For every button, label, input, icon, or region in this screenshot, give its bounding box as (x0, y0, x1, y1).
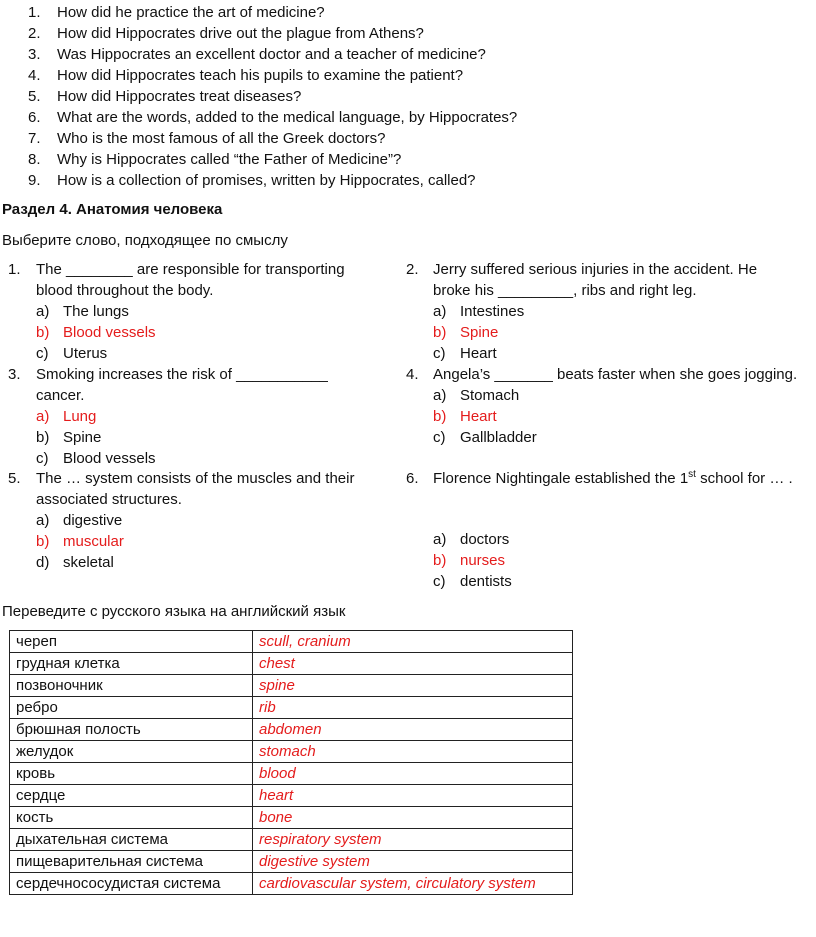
question-number: 6. (28, 109, 41, 126)
item-prompt-post: school for … . (695, 470, 793, 487)
question-text: How did Hippocrates drive out the plague from Athens? (57, 25, 424, 42)
russian-term: желудок (10, 741, 253, 763)
option-letter: b) (36, 429, 50, 446)
english-term: heart (253, 785, 573, 807)
item-prompt-line-2: blood throughout the body. (36, 282, 214, 299)
option-text: Intestines (460, 303, 525, 320)
russian-term: сердце (10, 785, 253, 807)
option-text: digestive (63, 512, 123, 529)
option-text: Blood vessels (63, 450, 156, 467)
table-row (10, 675, 573, 697)
option-letter: c) (36, 345, 49, 362)
question-1 (28, 2, 41, 23)
question-text: How did Hippocrates teach his pupils to examine the patient? (57, 67, 464, 84)
option-text: skeletal (63, 554, 114, 571)
option-letter-correct: b) (433, 324, 447, 341)
option-letter: a) (36, 512, 50, 529)
instruction-choose: Выберите слово, подходящее по смыслу (2, 232, 288, 249)
item-prompt-line-2: broke his _________, ribs and right leg. (433, 282, 697, 299)
item-number: 5. (8, 470, 21, 487)
item-prompt-line-1: Jerry suffered serious injuries in the accident. He (433, 261, 758, 278)
table-row (10, 851, 573, 873)
table-row (10, 807, 573, 829)
option-text: The lungs (63, 303, 129, 320)
russian-term: грудная клетка (10, 653, 253, 675)
table-row (10, 653, 573, 675)
item-prompt-line-1: The ________ are responsible for transporting (36, 261, 345, 278)
russian-term: кровь (10, 763, 253, 785)
table-row (10, 873, 573, 895)
option-letter-correct: b) (433, 408, 447, 425)
table-row (10, 697, 573, 719)
table-row (10, 829, 573, 851)
option-text-correct: muscular (63, 533, 124, 550)
option-letter: a) (433, 531, 447, 548)
option-letter-correct: b) (36, 324, 50, 341)
table-row (10, 719, 573, 741)
russian-term: сердечнососудистая система (10, 873, 253, 895)
question-text: Was Hippocrates an excellent doctor and a teacher of medicine? (57, 46, 486, 63)
table-row (10, 631, 573, 653)
option-text: Gallbladder (460, 429, 537, 446)
question-number: 8. (28, 151, 41, 168)
english-term: respiratory system (253, 829, 573, 851)
option-text-correct: Spine (460, 324, 499, 341)
item-prompt-line-1: Smoking increases the risk of ___________ (36, 366, 328, 383)
item-number: 4. (406, 366, 419, 383)
instruction-translate: Переведите с русского языка на английский язык (2, 603, 346, 620)
option-letter: a) (433, 303, 447, 320)
option-letter: c) (433, 345, 446, 362)
item-prompt-line-1: The … system consists of the muscles and their (36, 470, 355, 487)
english-term: scull, cranium (253, 631, 573, 653)
russian-term: ребро (10, 697, 253, 719)
table-row (10, 785, 573, 807)
item-number: 2. (406, 261, 419, 278)
russian-term: дыхательная система (10, 829, 253, 851)
option-letter-correct: b) (433, 552, 447, 569)
option-text: Stomach (460, 387, 520, 404)
question-number: 5. (28, 88, 41, 105)
option-text: dentists (460, 573, 512, 590)
english-term: blood (253, 763, 573, 785)
option-text: doctors (460, 531, 510, 548)
option-letter: a) (433, 387, 447, 404)
option-letter: a) (36, 303, 50, 320)
english-term: cardiovascular system, circulatory system (253, 873, 573, 895)
item-prompt-line-1 (433, 468, 793, 489)
option-text: Uterus (63, 345, 108, 362)
russian-term: брюшная полость (10, 719, 253, 741)
question-text: What are the words, added to the medical language, by Hippocrates? (57, 109, 518, 126)
option-letter-correct: b) (36, 533, 50, 550)
option-letter: c) (433, 429, 446, 446)
table-row (10, 763, 573, 785)
item-number: 1. (8, 261, 21, 278)
item-prompt-line-2: cancer. (36, 387, 85, 404)
question-text: How did Hippocrates treat diseases? (57, 88, 302, 105)
question-number: 9. (28, 172, 41, 189)
question-text: How is a collection of promises, written by Hippocrates, called? (57, 172, 476, 189)
english-term: stomach (253, 741, 573, 763)
vocabulary-table (9, 630, 573, 895)
option-text-correct: Heart (460, 408, 497, 425)
option-letter-correct: a) (36, 408, 50, 425)
question-text: Who is the most famous of all the Greek doctors? (57, 130, 386, 147)
option-text-correct: nurses (460, 552, 506, 569)
question-number: 1. (28, 4, 41, 21)
option-letter: c) (433, 573, 446, 590)
question-number: 2. (28, 25, 41, 42)
option-text-correct: Blood vessels (63, 324, 156, 341)
item-prompt-superscript: st (688, 469, 696, 480)
question-number: 7. (28, 130, 41, 147)
option-text: Heart (460, 345, 497, 362)
english-term: spine (253, 675, 573, 697)
option-letter: c) (36, 450, 49, 467)
english-term: chest (253, 653, 573, 675)
russian-term: череп (10, 631, 253, 653)
russian-term: пищеварительная система (10, 851, 253, 873)
item-number: 3. (8, 366, 21, 383)
table-row (10, 741, 573, 763)
english-term: digestive system (253, 851, 573, 873)
question-text: How did he practice the art of medicine? (57, 4, 325, 21)
english-term: rib (253, 697, 573, 719)
english-term: abdomen (253, 719, 573, 741)
item-number: 6. (406, 470, 419, 487)
question-number: 3. (28, 46, 41, 63)
section-title: Раздел 4. Анатомия человека (2, 201, 223, 218)
item-prompt-line-2: associated structures. (36, 491, 182, 508)
question-number: 4. (28, 67, 41, 84)
russian-term: позвоночник (10, 675, 253, 697)
option-text-correct: Lung (63, 408, 97, 425)
question-text: Why is Hippocrates called “the Father of Medicine”? (57, 151, 402, 168)
option-letter: d) (36, 554, 50, 571)
english-term: bone (253, 807, 573, 829)
item-prompt-line-1: Angela’s _______ beats faster when she goes jogging. (433, 366, 798, 383)
option-text: Spine (63, 429, 102, 446)
item-prompt-pre: Florence Nightingale established the 1 (433, 470, 689, 487)
russian-term: кость (10, 807, 253, 829)
